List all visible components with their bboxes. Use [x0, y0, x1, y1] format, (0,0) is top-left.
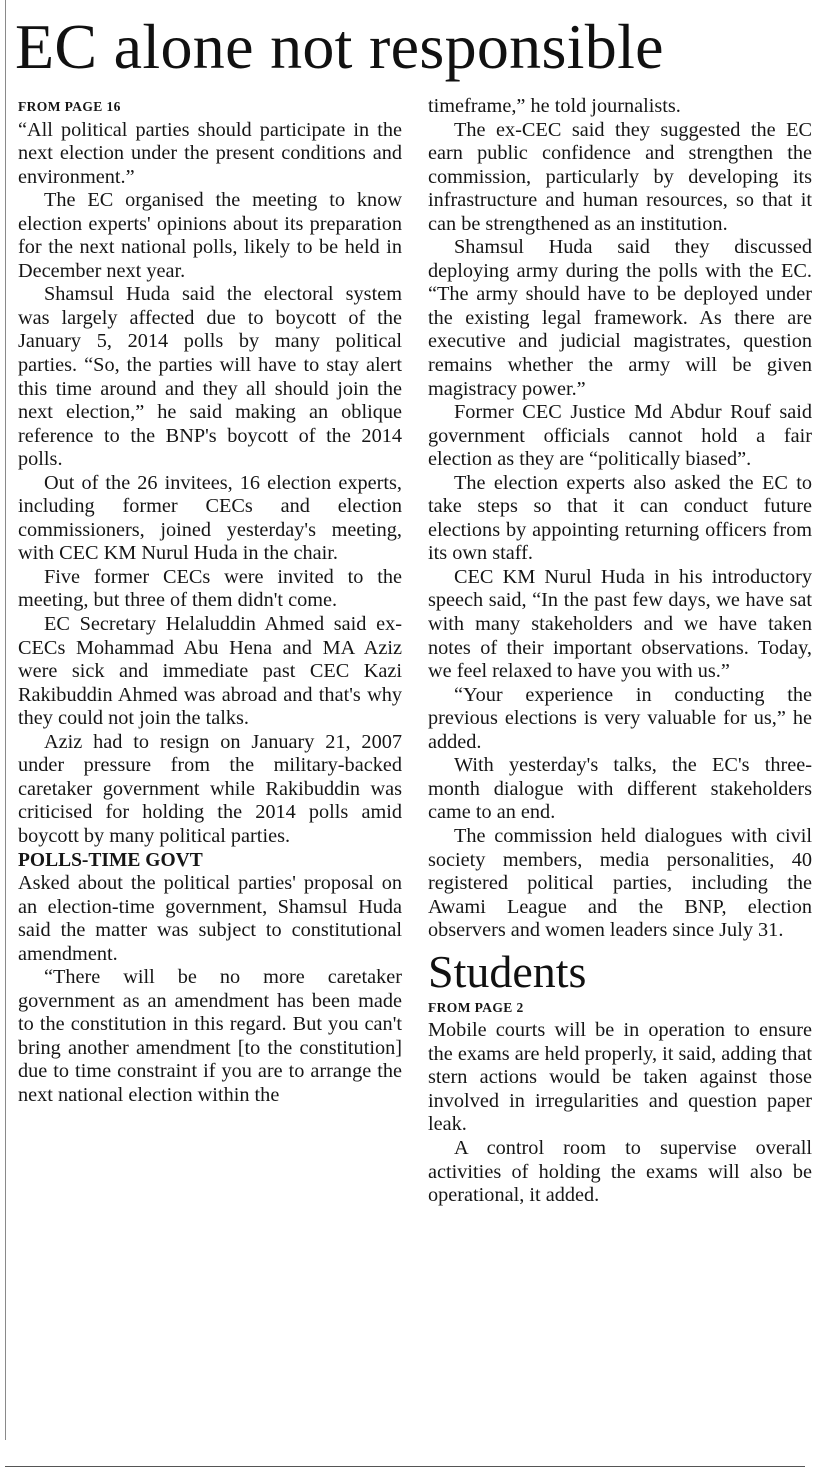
paragraph: timeframe,” he told journalists. [428, 95, 681, 117]
right-column [428, 95, 812, 1470]
paragraph: The election experts also asked the EC to take steps so that it can conduct future elections by appointing returning officers from its own staff. [428, 471, 812, 565]
paragraph: Former CEC Justice Md Abdur Rouf said government officials cannot hold a fair election as they are “politically biased”. [428, 401, 812, 471]
paragraph: “There will be no more caretaker government as an amendment has been made to the constitution in this regard. But you can't bring another amendment [to the constitution] due to time constraint if you are to arrange the next national election within the [18, 966, 402, 1106]
paragraph: Mobile courts will be in operation to ensure the exams are held properly, it said, adding that stern actions would be taken against those involved in irregularities and question paper leak. [428, 1019, 812, 1136]
section-subhead: POLLS-TIME GOVT [18, 849, 203, 871]
paragraph: Shamsul Huda said the electoral system was largely affected due to boycott of the January 5, 2014 polls by many political parties. “So, the parties will have to stay alert this time around and they all should join the next election,” he said making an oblique reference to the BNP's boycott of the 2014 polls. [18, 283, 402, 471]
from-page-kicker: FROM PAGE 16 [18, 99, 121, 114]
from-page-kicker-2: FROM PAGE 2 [428, 999, 524, 1015]
paragraph: The ex-CEC said they suggested the EC earn public confidence and strengthen the commission, particularly by developing its infrastructure and human resources, so that it can be strengthened as an institution. [428, 118, 812, 235]
paragraph: “All political parties should participate in the next election under the present conditions and environment.” [18, 118, 402, 188]
paragraph: CEC KM Nurul Huda in his introductory speech said, “In the past few days, we have sat with many stakeholders and we have taken notes of their important observations. Today, we feel relaxed to have you with us.” [428, 565, 812, 683]
bottom-rule [5, 1466, 805, 1467]
paragraph: A control room to supervise overall activities of holding the exams will also be operational, it added. [428, 1136, 812, 1207]
left-column [18, 95, 402, 1445]
paragraph: “Your experience in conducting the previous elections is very valuable for us,” he added. [428, 683, 812, 753]
paragraph: Aziz had to resign on January 21, 2007 under pressure from the military-backed caretaker government while Rakibuddin was criticised for holding the 2014 polls amid boycott by many political parties. [18, 730, 402, 847]
paragraph: Out of the 26 invitees, 16 election experts, including former CECs and election commissioners, joined yesterday's meeting, with CEC KM Nurul Huda in the chair. [18, 471, 402, 565]
paragraph: The EC organised the meeting to know election experts' opinions about its preparation for the next national polls, likely to be held in December next year. [18, 189, 402, 282]
second-article-headline: Students [428, 945, 587, 997]
paragraph: Asked about the political parties' proposal on an election-time government, Shamsul Huda said the matter was subject to constitutional amendment. [18, 872, 402, 965]
paragraph: EC Secretary Helaluddin Ahmed said ex-CECs Mohammad Abu Hena and MA Aziz were sick and immediate past CEC Kazi Rakibuddin Ahmed was abroad and that's why they could not join the talks. [18, 613, 402, 730]
paragraph: Five former CECs were invited to the meeting, but three of them didn't come. [18, 565, 402, 612]
paragraph: The commission held dialogues with civil society members, media personalities, 40 registered political parties, including the Awami League and the BNP, election observers and women leaders since July 31. [428, 824, 812, 942]
article-headline: EC alone not responsible [15, 11, 664, 82]
column-rule-left [5, 0, 6, 1440]
paragraph: With yesterday's talks, the EC's three-month dialogue with different stakeholders came to an end. [428, 754, 812, 824]
paragraph: Shamsul Huda said they discussed deploying army during the polls with the EC. “The army should have to be deployed under the existing legal framework. As there are executive and judicial magistrates, question remains whether the army will be given magistracy power.” [428, 236, 812, 400]
